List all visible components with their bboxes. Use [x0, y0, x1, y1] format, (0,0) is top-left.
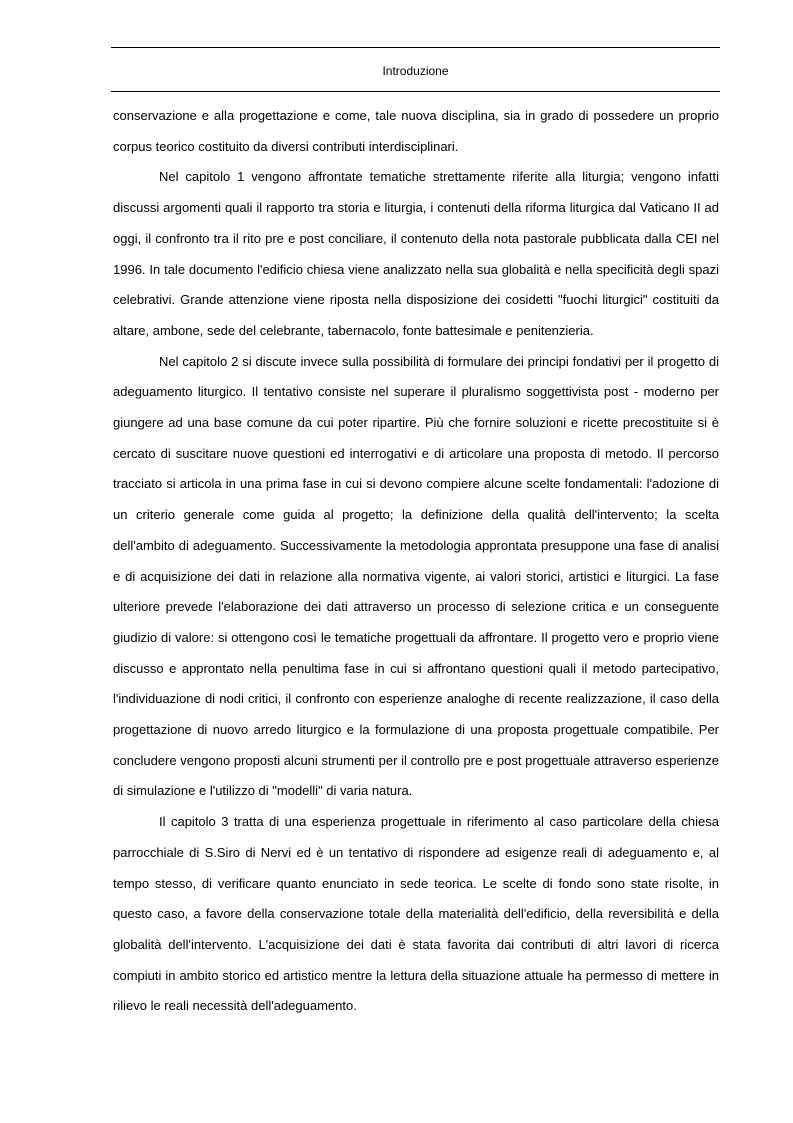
paragraph-chapter-1: Nel capitolo 1 vengono affrontate tematiche strettamente riferite alla liturgia; vengono infatti discussi argomenti quali il rapporto tra storia e liturgia, i contenuti della riforma liturgica dal Vaticano II ad oggi, il confronto tra il rito pre e post conciliare, il contenuto della nota pastorale pubblicata dalla CEI nel 1996. In tale documento l'edificio chiesa viene analizzato nella sua globalità e nella specificità degli spazi celebrativi. Grande attenzione viene riposta nella disposizione dei cosidetti "fuochi liturgici" costituiti da altare, ambone, sede del celebrante, tabernacolo, fonte battesimale e penitenzieria.	[113, 169, 719, 338]
paragraph-continuation: conservazione e alla progettazione e come, tale nuova disciplina, sia in grado di possedere un proprio corpus teorico costituito da diversi contributi interdisciplinari.	[113, 108, 719, 154]
page-header-title: Introduzione	[382, 64, 449, 78]
header-top-rule	[111, 47, 720, 48]
header-bottom-rule	[111, 91, 720, 92]
document-body	[113, 101, 719, 1022]
paragraph-chapter-2: Nel capitolo 2 si discute invece sulla possibilità di formulare dei principi fondativi per il progetto di adeguamento liturgico. Il tentativo consiste nel superare il pluralismo soggettivista post - moderno per giungere ad una base comune da cui poter ripartire. Più che fornire soluzioni e ricette precostituite si è cercato di suscitare nuove questioni ed interrogativi e di articolare una proposta di metodo. Il percorso tracciato si articola in una prima fase in cui si devono compiere alcune scelte fondamentali: l'adozione di un criterio generale come guida al progetto; la definizione della qualità dell'intervento; la scelta dell'ambito di adeguamento. Successivamente la metodologia approntata presuppone una fase di analisi e di acquisizione dei dati in relazione alla normativa vigente, ai valori storici, artistici e liturgici. La fase ulteriore prevede l'elaborazione dei dati attraverso un processo di selezione critica e un conseguente giudizio di valore: si ottengono così le tematiche progettuali da affrontare. Il progetto vero e proprio viene discusso e approntato nella penultima fase in cui si affrontano questioni quali il metodo partecipativo, l'individuazione di nodi critici, il confronto con esperienze analoghe di recente realizzazione, il caso della progettazione di nuovo arredo liturgico e la formulazione di una proposta progettuale compatibile. Per concludere vengono proposti alcuni strumenti per il controllo pre e post progettuale attraverso esperienze di simulazione e l'utilizzo di "modelli" di varia natura.	[113, 353, 719, 799]
paragraph-chapter-3: Il capitolo 3 tratta di una esperienza progettuale in riferimento al caso particolare della chiesa parrocchiale di S.Siro di Nervi ed è un tentativo di rispondere ad esigenze reali di adeguamento e, al tempo stesso, di verificare quanto enunciato in sede teorica. Le scelte di fondo sono state risolte, in questo caso, a favore della conservazione totale della materialità dell'edificio, della reversibilità e della globalità dell'intervento. L'acquisizione dei dati è stata favorita dai contributi di altri lavori di ricerca compiuti in ambito storico ed artistico mentre la lettura della situazione attuale ha permesso di mettere in rilievo le reali necessità dell'adeguamento.	[113, 814, 719, 1014]
